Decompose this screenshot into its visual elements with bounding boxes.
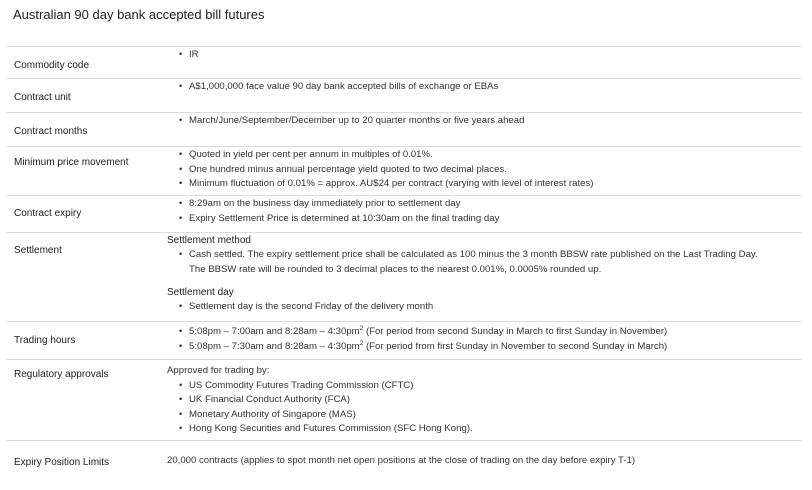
- list-item: • A$1,000,000 face value 90 day bank accepted bills of exchange or EBAs: [179, 80, 797, 95]
- list-item: • US Commodity Futures Trading Commission (CFTC): [179, 379, 797, 394]
- row-content: [167, 441, 797, 469]
- row-settlement: [7, 233, 801, 322]
- row-label: Contract expiry: [14, 208, 82, 219]
- list-item: • One hundred minus annual percentage yield quoted to two decimal places.: [179, 163, 797, 178]
- list-item: • UK Financial Conduct Authority (FCA): [179, 393, 797, 408]
- list-item: • Quoted in yield per cent per annum in multiples of 0.01%.: [179, 148, 797, 163]
- row-trading-hours: [7, 322, 801, 360]
- trading-hours-note: (For period from second Sunday in March to first Sunday in November): [365, 326, 668, 337]
- list-item: • March/June/September/December up to 20 quarter months or five years ahead: [179, 114, 797, 129]
- row-regulatory-approvals: [7, 360, 801, 441]
- list-item: • 8:29am on the business day immediately prior to settlement day: [179, 197, 797, 212]
- row-label: Minimum price movement: [14, 157, 129, 168]
- row-contract-months: [7, 113, 801, 147]
- row-expiry-position-limits: [7, 441, 801, 480]
- footnote-mark: 2: [359, 324, 364, 332]
- row-contract-expiry: [7, 196, 801, 233]
- row-label: Trading hours: [14, 335, 76, 346]
- list-item: [179, 325, 797, 340]
- list-item: • Settlement day is the second Friday of the delivery month: [179, 300, 797, 315]
- trading-hours-time: 5:08pm – 7:00am and 8:28am – 4:30pm: [189, 326, 360, 337]
- row-label: Contract unit: [14, 92, 71, 103]
- list-item: • Expiry Settlement Price is determined at 10:30am on the final trading day: [179, 212, 797, 227]
- row-content: [167, 113, 797, 129]
- expiry-position-limits-text: 20,000 contracts (applies to spot month net open positions at the close of trading on the day before expiry T-1): [167, 455, 636, 466]
- row-contract-unit: [7, 79, 801, 113]
- settlement-method-line-2: The BBSW rate will be rounded to 3 decimal places to the nearest 0.001%, 0.0005% rounded up.: [189, 263, 602, 275]
- row-content: [167, 196, 797, 226]
- approvals-intro: Approved for trading by:: [167, 365, 270, 376]
- list-item: • IR: [179, 48, 797, 63]
- list-item: • Monetary Authority of Singapore (MAS): [179, 408, 797, 423]
- row-minimum-price-movement: [7, 147, 801, 196]
- list-item: • Minimum fluctuation of 0.01% = approx. AU$24 per contract (varying with level of interest rates): [179, 177, 797, 192]
- row-commodity-code: [7, 47, 801, 79]
- row-label: Commodity code: [14, 60, 90, 71]
- row-content: [167, 360, 797, 437]
- trading-hours-time: 5:08pm – 7:30am and 8:28am – 4:30pm: [189, 340, 360, 352]
- row-label: Expiry Position Limits: [14, 457, 110, 468]
- settlement-method-heading: Settlement method: [167, 235, 251, 246]
- list-item: [179, 340, 797, 355]
- page-title: Australian 90 day bank accepted bill futures: [13, 7, 265, 22]
- contract-spec-table: [7, 46, 801, 480]
- list-item: • Hong Kong Securities and Futures Commission (SFC Hong Kong).: [179, 422, 797, 437]
- row-content: [167, 47, 797, 63]
- trading-hours-note: (For period from first Sunday in November to second Sunday in March): [365, 340, 668, 352]
- row-content: [167, 79, 797, 95]
- settlement-method-line-1: Cash settled. The expiry settlement price shall be calculated as 100 minus the 3 month BBSW rate published on the Last Trading Day.: [189, 249, 758, 260]
- footnote-mark: 2: [359, 339, 364, 347]
- row-label: Contract months: [14, 126, 88, 137]
- settlement-day-heading: Settlement day: [167, 287, 234, 298]
- row-label: Settlement: [14, 245, 62, 256]
- row-content: [167, 322, 797, 354]
- row-label: Regulatory approvals: [14, 369, 109, 380]
- row-content: [167, 147, 797, 192]
- list-item: [179, 248, 797, 277]
- row-content: [167, 233, 797, 315]
